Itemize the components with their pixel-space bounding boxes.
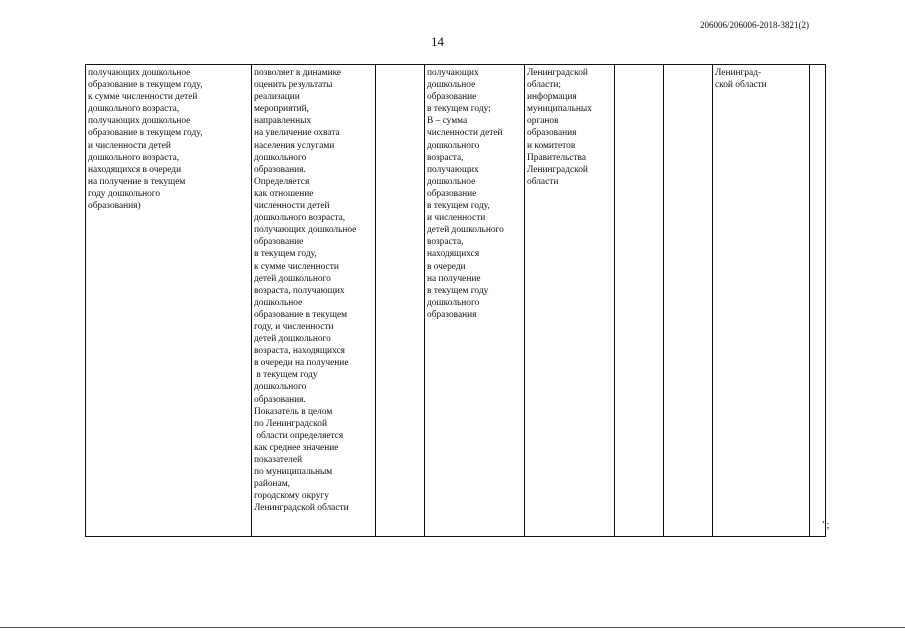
scan-edge-line	[0, 627, 905, 628]
column-divider	[424, 64, 425, 537]
table-top-border	[85, 64, 826, 65]
column-divider	[85, 64, 86, 537]
column-divider	[614, 64, 615, 537]
data-table	[85, 64, 826, 537]
column-divider	[375, 64, 376, 537]
closing-quote-mark: ";	[822, 519, 830, 531]
document-id: 206006/206006-2018-3821(2)	[700, 20, 809, 30]
cell-col8: Ленинград- ской области	[715, 68, 767, 91]
table-bottom-border	[85, 536, 826, 537]
column-divider	[809, 64, 810, 537]
cell-col5: Ленинградской области; информация муниципальных органов образования и комитетов Правительства Ленинградской области	[527, 68, 592, 187]
cell-col1: получающих дошкольное образование в текущем году, к сумме численности детей дошкольного возраста, получающих дошкольное образование в текущем году, и численности детей дошкольного возраста, находящихся в очереди на получение в текущем году дошкольного образования)	[88, 68, 203, 212]
page-number: 14	[431, 34, 444, 49]
column-divider	[825, 64, 826, 537]
cell-col2: позволяет в динамике оценить результаты реализации мероприятий, направленных на увеличение охвата населения услугами дошкольного образования. Определяется как отношение численности детей дошкольного возраста, получающих дошкольное образование в текущем году, к сумме численности детей дошкольного возраста, получающих дошкольное образование в текущем году, и численности детей дошкольного возраста, находящихся в очереди на получение в текущем году дошкольного образования. Показатель в целом по Ленинградской области определяется как среднее значение показателей по муниципальным районам, городскому округу Ленинградской области	[254, 68, 357, 514]
cell-col4: получающих дошкольное образование в текущем году; В – сумма численности детей дошкольного возраста, получающих дошкольное образование в текущем году, и численности детей дошкольного возраста, находящихся в очереди на получение в текущем году дошкольного образования	[427, 68, 504, 320]
column-divider	[524, 64, 525, 537]
column-divider	[712, 64, 713, 537]
column-divider	[663, 64, 664, 537]
column-divider	[251, 64, 252, 537]
